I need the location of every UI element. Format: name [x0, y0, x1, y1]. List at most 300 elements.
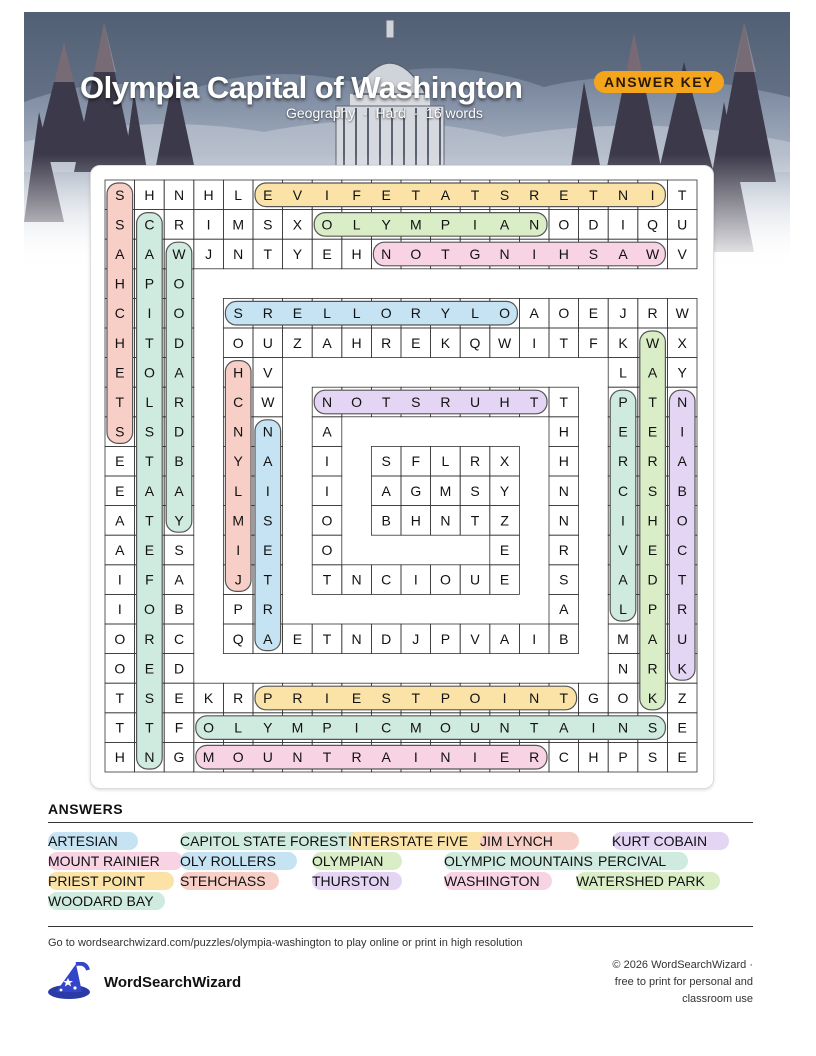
grid-letter[interactable]: L: [619, 601, 627, 618]
grid-letter[interactable]: K: [618, 334, 628, 351]
grid-letter[interactable]: C: [381, 719, 392, 736]
grid-letter[interactable]: Y: [677, 364, 687, 381]
grid-letter[interactable]: M: [232, 216, 245, 233]
grid-letter[interactable]: T: [677, 571, 687, 588]
grid-letter[interactable]: Y: [263, 719, 273, 736]
grid-letter[interactable]: E: [174, 690, 184, 706]
grid-letter[interactable]: A: [499, 630, 510, 647]
grid-letter[interactable]: E: [115, 453, 125, 470]
grid-letter[interactable]: L: [234, 482, 243, 499]
grid-letter[interactable]: E: [647, 542, 658, 558]
grid-letter[interactable]: S: [174, 542, 184, 558]
grid-letter[interactable]: R: [677, 601, 688, 618]
grid-letter[interactable]: O: [676, 512, 688, 529]
grid-letter[interactable]: T: [529, 394, 539, 410]
grid-letter[interactable]: U: [262, 749, 273, 766]
grid-letter[interactable]: M: [291, 719, 304, 736]
grid-letter[interactable]: L: [145, 394, 154, 410]
grid-letter[interactable]: A: [115, 512, 125, 529]
grid-letter[interactable]: W: [497, 334, 512, 351]
grid-letter[interactable]: P: [144, 275, 155, 292]
grid-letter[interactable]: O: [439, 571, 451, 588]
grid-letter[interactable]: R: [440, 394, 451, 410]
grid-letter[interactable]: O: [232, 749, 244, 766]
grid-letter[interactable]: E: [499, 749, 510, 766]
grid-letter[interactable]: T: [263, 571, 273, 588]
grid-letter[interactable]: Y: [440, 305, 451, 322]
grid-letter[interactable]: D: [173, 334, 185, 351]
grid-letter[interactable]: V: [470, 630, 480, 647]
grid-letter[interactable]: K: [203, 690, 214, 706]
grid-letter[interactable]: A: [381, 749, 391, 766]
grid-letter[interactable]: T: [115, 690, 125, 706]
grid-letter[interactable]: A: [322, 334, 332, 351]
grid-letter[interactable]: K: [677, 660, 687, 677]
grid-letter[interactable]: N: [351, 571, 362, 588]
grid-letter[interactable]: E: [559, 186, 569, 203]
grid-letter[interactable]: T: [441, 246, 450, 262]
grid-letter[interactable]: L: [441, 453, 450, 470]
grid-letter[interactable]: O: [617, 690, 629, 706]
grid-letter[interactable]: A: [144, 482, 155, 499]
grid-letter[interactable]: I: [325, 186, 329, 203]
grid-letter[interactable]: S: [115, 216, 125, 233]
grid-letter[interactable]: N: [558, 482, 569, 499]
grid-letter[interactable]: E: [292, 630, 303, 647]
grid-letter[interactable]: T: [145, 512, 154, 529]
grid-letter[interactable]: P: [263, 690, 273, 706]
grid-letter[interactable]: A: [677, 453, 687, 470]
grid-letter[interactable]: I: [354, 719, 359, 736]
grid-letter[interactable]: A: [618, 246, 628, 262]
grid-letter[interactable]: H: [114, 334, 125, 351]
grid-letter[interactable]: S: [144, 690, 155, 706]
grid-letter[interactable]: P: [233, 601, 243, 618]
grid-letter[interactable]: F: [352, 186, 361, 203]
grid-letter[interactable]: T: [470, 512, 480, 529]
grid-letter[interactable]: P: [440, 630, 451, 647]
grid-letter[interactable]: P: [618, 394, 628, 410]
grid-letter[interactable]: W: [645, 246, 660, 262]
grid-letter[interactable]: H: [114, 749, 125, 766]
grid-letter[interactable]: V: [263, 364, 273, 381]
grid-letter[interactable]: E: [499, 571, 510, 588]
grid-letter[interactable]: I: [680, 423, 685, 440]
grid-letter[interactable]: I: [650, 186, 655, 203]
grid-letter[interactable]: R: [410, 305, 421, 322]
grid-letter[interactable]: K: [647, 690, 658, 706]
grid-letter[interactable]: A: [174, 482, 184, 499]
grid-letter[interactable]: T: [322, 571, 332, 588]
grid-letter[interactable]: N: [233, 246, 244, 262]
grid-letter[interactable]: O: [114, 660, 126, 677]
grid-letter[interactable]: E: [263, 542, 273, 558]
grid-letter[interactable]: A: [115, 542, 125, 558]
grid-letter[interactable]: L: [352, 305, 361, 322]
grid-letter[interactable]: F: [145, 571, 154, 588]
grid-letter[interactable]: O: [143, 364, 155, 381]
grid-letter[interactable]: G: [469, 246, 481, 262]
grid-letter[interactable]: P: [440, 690, 451, 706]
grid-letter[interactable]: G: [173, 749, 185, 766]
grid-letter[interactable]: O: [558, 305, 570, 322]
grid-letter[interactable]: J: [412, 630, 420, 647]
grid-letter[interactable]: O: [410, 246, 422, 262]
grid-letter[interactable]: O: [321, 512, 333, 529]
grid-letter[interactable]: H: [144, 186, 155, 203]
grid-letter[interactable]: A: [322, 423, 332, 440]
grid-letter[interactable]: D: [173, 660, 185, 677]
grid-letter[interactable]: H: [499, 394, 510, 410]
grid-letter[interactable]: T: [263, 246, 273, 262]
grid-letter[interactable]: S: [381, 453, 391, 470]
grid-letter[interactable]: O: [143, 601, 155, 618]
grid-letter[interactable]: N: [617, 660, 629, 677]
grid-letter[interactable]: T: [115, 719, 125, 736]
grid-letter[interactable]: E: [677, 719, 687, 736]
grid-letter[interactable]: N: [144, 749, 155, 766]
grid-letter[interactable]: S: [647, 719, 658, 736]
grid-letter[interactable]: A: [381, 482, 391, 499]
grid-letter[interactable]: I: [621, 216, 625, 233]
grid-letter[interactable]: U: [677, 630, 688, 647]
grid-letter[interactable]: N: [440, 749, 451, 766]
grid-letter[interactable]: B: [677, 482, 687, 499]
grid-letter[interactable]: R: [617, 453, 629, 470]
grid-letter[interactable]: I: [591, 719, 596, 736]
grid-letter[interactable]: T: [145, 334, 154, 351]
grid-letter[interactable]: X: [292, 216, 303, 233]
grid-letter[interactable]: N: [529, 216, 540, 233]
grid-letter[interactable]: N: [617, 186, 629, 203]
grid-letter[interactable]: T: [589, 186, 598, 203]
grid-letter[interactable]: H: [410, 512, 421, 529]
grid-letter[interactable]: A: [174, 364, 184, 381]
grid-letter[interactable]: I: [147, 305, 152, 322]
grid-letter[interactable]: F: [174, 719, 184, 736]
grid-letter[interactable]: N: [381, 246, 392, 262]
grid-letter[interactable]: Q: [469, 334, 481, 351]
grid-letter[interactable]: N: [499, 246, 510, 262]
grid-letter[interactable]: M: [202, 749, 215, 766]
grid-letter[interactable]: E: [618, 423, 628, 440]
grid-letter[interactable]: U: [469, 394, 481, 410]
grid-letter[interactable]: Y: [499, 482, 510, 499]
grid-letter[interactable]: H: [558, 246, 569, 262]
grid-letter[interactable]: I: [502, 690, 507, 706]
grid-letter[interactable]: O: [114, 630, 126, 647]
grid-letter[interactable]: T: [470, 186, 480, 203]
grid-letter[interactable]: W: [172, 246, 186, 262]
grid-letter[interactable]: O: [321, 542, 333, 558]
grid-letter[interactable]: R: [529, 186, 540, 203]
grid-letter[interactable]: O: [469, 690, 481, 706]
grid-letter[interactable]: I: [473, 216, 477, 233]
grid-letter[interactable]: N: [529, 690, 540, 706]
grid-letter[interactable]: G: [587, 690, 599, 706]
grid-letter[interactable]: R: [647, 305, 658, 322]
grid-letter[interactable]: X: [499, 453, 510, 470]
grid-letter[interactable]: N: [440, 512, 451, 529]
grid-letter[interactable]: O: [380, 305, 392, 322]
grid-letter[interactable]: J: [619, 305, 627, 322]
grid-letter[interactable]: T: [145, 719, 154, 736]
grid-letter[interactable]: H: [114, 275, 125, 292]
grid-letter[interactable]: G: [410, 482, 422, 499]
grid-letter[interactable]: E: [647, 423, 658, 440]
grid-letter[interactable]: R: [173, 394, 185, 410]
grid-letter[interactable]: Y: [174, 512, 184, 529]
grid-letter[interactable]: O: [439, 719, 451, 736]
grid-letter[interactable]: A: [529, 305, 539, 322]
grid-letter[interactable]: H: [351, 334, 362, 351]
grid-letter[interactable]: M: [617, 630, 629, 647]
grid-letter[interactable]: I: [413, 571, 418, 588]
grid-letter[interactable]: R: [351, 749, 362, 766]
grid-letter[interactable]: E: [499, 542, 510, 558]
grid-letter[interactable]: Y: [233, 453, 243, 470]
grid-letter[interactable]: S: [381, 690, 391, 706]
grid-letter[interactable]: N: [262, 423, 273, 440]
grid-letter[interactable]: S: [647, 482, 658, 499]
grid-letter[interactable]: N: [173, 186, 185, 203]
grid-letter[interactable]: L: [619, 364, 627, 381]
grid-letter[interactable]: S: [588, 246, 599, 262]
grid-letter[interactable]: C: [114, 305, 125, 322]
grid-letter[interactable]: I: [621, 512, 625, 529]
grid-letter[interactable]: U: [469, 571, 481, 588]
grid-letter[interactable]: U: [262, 334, 273, 351]
grid-letter[interactable]: I: [117, 571, 122, 588]
grid-letter[interactable]: I: [413, 749, 418, 766]
grid-letter[interactable]: D: [381, 630, 392, 647]
grid-letter[interactable]: T: [559, 334, 569, 351]
grid-letter[interactable]: T: [381, 394, 391, 410]
grid-letter[interactable]: C: [617, 482, 629, 499]
grid-letter[interactable]: L: [234, 186, 243, 203]
grid-letter[interactable]: P: [440, 216, 451, 233]
grid-letter[interactable]: I: [473, 749, 477, 766]
grid-letter[interactable]: C: [173, 630, 185, 647]
grid-letter[interactable]: S: [144, 423, 155, 440]
grid-letter[interactable]: R: [647, 453, 658, 470]
grid-letter[interactable]: S: [647, 749, 658, 766]
grid-letter[interactable]: J: [234, 571, 242, 588]
grid-letter[interactable]: Q: [647, 216, 659, 233]
grid-letter[interactable]: A: [144, 246, 155, 262]
grid-letter[interactable]: P: [618, 749, 628, 766]
grid-letter[interactable]: Y: [292, 246, 303, 262]
grid-letter[interactable]: R: [144, 630, 155, 647]
grid-letter[interactable]: A: [115, 246, 125, 262]
grid-letter[interactable]: T: [411, 690, 421, 706]
grid-letter[interactable]: R: [262, 305, 273, 322]
grid-letter[interactable]: A: [263, 630, 273, 647]
grid-letter[interactable]: I: [265, 482, 270, 499]
grid-letter[interactable]: O: [173, 305, 185, 322]
grid-letter[interactable]: T: [322, 749, 332, 766]
grid-letter[interactable]: S: [115, 186, 125, 203]
grid-letter[interactable]: T: [529, 719, 539, 736]
grid-letter[interactable]: M: [409, 719, 422, 736]
grid-letter[interactable]: D: [647, 571, 658, 588]
grid-letter[interactable]: A: [174, 571, 184, 588]
grid-letter[interactable]: R: [233, 690, 244, 706]
grid-letter[interactable]: A: [618, 571, 628, 588]
grid-letter[interactable]: C: [558, 749, 569, 766]
grid-letter[interactable]: W: [675, 305, 689, 322]
grid-letter[interactable]: I: [206, 216, 211, 233]
grid-letter[interactable]: J: [205, 246, 213, 262]
grid-letter[interactable]: S: [263, 216, 273, 233]
grid-letter[interactable]: N: [617, 719, 629, 736]
grid-letter[interactable]: E: [411, 334, 421, 351]
grid-letter[interactable]: M: [439, 482, 452, 499]
grid-letter[interactable]: A: [440, 186, 451, 203]
grid-letter[interactable]: O: [203, 719, 215, 736]
grid-letter[interactable]: N: [292, 749, 303, 766]
grid-letter[interactable]: D: [173, 423, 185, 440]
grid-letter[interactable]: T: [322, 630, 332, 647]
grid-letter[interactable]: R: [558, 542, 569, 558]
grid-letter[interactable]: K: [440, 334, 451, 351]
grid-letter[interactable]: S: [115, 423, 125, 440]
grid-letter[interactable]: S: [499, 186, 510, 203]
grid-letter[interactable]: R: [381, 334, 392, 351]
grid-letter[interactable]: O: [499, 305, 511, 322]
grid-letter[interactable]: E: [115, 364, 125, 381]
grid-letter[interactable]: H: [647, 512, 658, 529]
grid-letter[interactable]: R: [292, 690, 303, 706]
grid-letter[interactable]: I: [532, 334, 537, 351]
grid-letter[interactable]: P: [647, 601, 658, 618]
grid-letter[interactable]: Y: [381, 216, 391, 233]
grid-letter[interactable]: N: [558, 512, 569, 529]
grid-letter[interactable]: B: [559, 630, 569, 647]
grid-letter[interactable]: L: [352, 216, 361, 233]
grid-letter[interactable]: E: [292, 305, 303, 322]
grid-letter[interactable]: H: [558, 453, 569, 470]
grid-letter[interactable]: B: [174, 453, 184, 470]
grid-letter[interactable]: S: [263, 512, 273, 529]
grid-letter[interactable]: A: [559, 601, 569, 618]
grid-letter[interactable]: Z: [293, 334, 302, 351]
grid-letter[interactable]: L: [234, 719, 243, 736]
grid-letter[interactable]: E: [263, 186, 273, 203]
grid-letter[interactable]: U: [469, 719, 481, 736]
grid-letter[interactable]: O: [351, 394, 363, 410]
grid-letter[interactable]: M: [409, 216, 422, 233]
grid-letter[interactable]: I: [325, 453, 329, 470]
grid-letter[interactable]: R: [262, 601, 273, 618]
grid-letter[interactable]: T: [559, 394, 569, 410]
grid-letter[interactable]: N: [233, 423, 244, 440]
grid-letter[interactable]: H: [351, 246, 362, 262]
grid-letter[interactable]: U: [677, 216, 688, 233]
grid-letter[interactable]: E: [351, 690, 362, 706]
grid-letter[interactable]: L: [323, 305, 331, 322]
grid-letter[interactable]: M: [232, 512, 245, 529]
grid-letter[interactable]: O: [173, 275, 185, 292]
grid-letter[interactable]: H: [558, 423, 569, 440]
grid-letter[interactable]: T: [677, 186, 687, 203]
grid-letter[interactable]: S: [559, 571, 569, 588]
grid-letter[interactable]: V: [292, 186, 303, 203]
grid-letter[interactable]: B: [174, 601, 184, 618]
grid-letter[interactable]: S: [411, 394, 421, 410]
grid-letter[interactable]: R: [529, 749, 540, 766]
grid-letter[interactable]: R: [647, 660, 658, 677]
grid-letter[interactable]: P: [322, 719, 332, 736]
grid-letter[interactable]: N: [677, 394, 688, 410]
grid-letter[interactable]: O: [558, 216, 570, 233]
grid-letter[interactable]: R: [173, 216, 185, 233]
grid-letter[interactable]: V: [677, 246, 687, 262]
play-online-link[interactable]: Go to wordsearchwizard.com/puzzles/olympia-washington to play online or print in high resolution: [48, 937, 523, 949]
grid-letter[interactable]: C: [144, 216, 155, 233]
grid-letter[interactable]: I: [236, 542, 241, 558]
grid-letter[interactable]: E: [677, 749, 687, 766]
grid-letter[interactable]: E: [322, 246, 332, 262]
grid-letter[interactable]: V: [618, 542, 628, 558]
grid-letter[interactable]: H: [203, 186, 214, 203]
grid-letter[interactable]: F: [589, 334, 598, 351]
grid-letter[interactable]: T: [145, 453, 154, 470]
grid-letter[interactable]: Z: [500, 512, 509, 529]
grid-letter[interactable]: B: [381, 512, 391, 529]
grid-letter[interactable]: O: [232, 334, 244, 351]
grid-letter[interactable]: I: [532, 630, 537, 647]
grid-letter[interactable]: I: [325, 690, 329, 706]
grid-letter[interactable]: W: [261, 394, 275, 410]
grid-letter[interactable]: A: [647, 630, 658, 647]
grid-letter[interactable]: T: [648, 394, 657, 410]
grid-letter[interactable]: E: [381, 186, 391, 203]
grid-letter[interactable]: C: [677, 542, 688, 558]
grid-letter[interactable]: D: [588, 216, 599, 233]
grid-letter[interactable]: E: [144, 542, 155, 558]
grid-letter[interactable]: I: [117, 601, 122, 618]
grid-letter[interactable]: L: [471, 305, 479, 322]
grid-letter[interactable]: C: [233, 394, 244, 410]
grid-letter[interactable]: X: [677, 334, 687, 351]
grid-letter[interactable]: A: [263, 453, 273, 470]
grid-letter[interactable]: E: [144, 660, 155, 677]
grid-letter[interactable]: W: [645, 334, 660, 351]
grid-letter[interactable]: A: [647, 364, 658, 381]
grid-letter[interactable]: H: [233, 364, 244, 381]
grid-letter[interactable]: N: [321, 394, 333, 410]
grid-letter[interactable]: I: [532, 246, 537, 262]
grid-letter[interactable]: E: [115, 482, 125, 499]
grid-letter[interactable]: E: [588, 305, 599, 322]
grid-letter[interactable]: C: [381, 571, 392, 588]
grid-letter[interactable]: A: [499, 216, 510, 233]
grid-letter[interactable]: Q: [232, 630, 244, 647]
grid-letter[interactable]: T: [115, 394, 125, 410]
grid-letter[interactable]: H: [588, 749, 599, 766]
grid-letter[interactable]: S: [470, 482, 480, 499]
grid-letter[interactable]: T: [559, 690, 569, 706]
grid-letter[interactable]: O: [321, 216, 333, 233]
grid-letter[interactable]: N: [499, 719, 510, 736]
grid-letter[interactable]: I: [325, 482, 329, 499]
grid-letter[interactable]: A: [559, 719, 569, 736]
grid-letter[interactable]: F: [411, 453, 421, 470]
grid-letter[interactable]: T: [411, 186, 421, 203]
grid-letter[interactable]: S: [233, 305, 243, 322]
grid-letter[interactable]: Z: [677, 690, 687, 706]
